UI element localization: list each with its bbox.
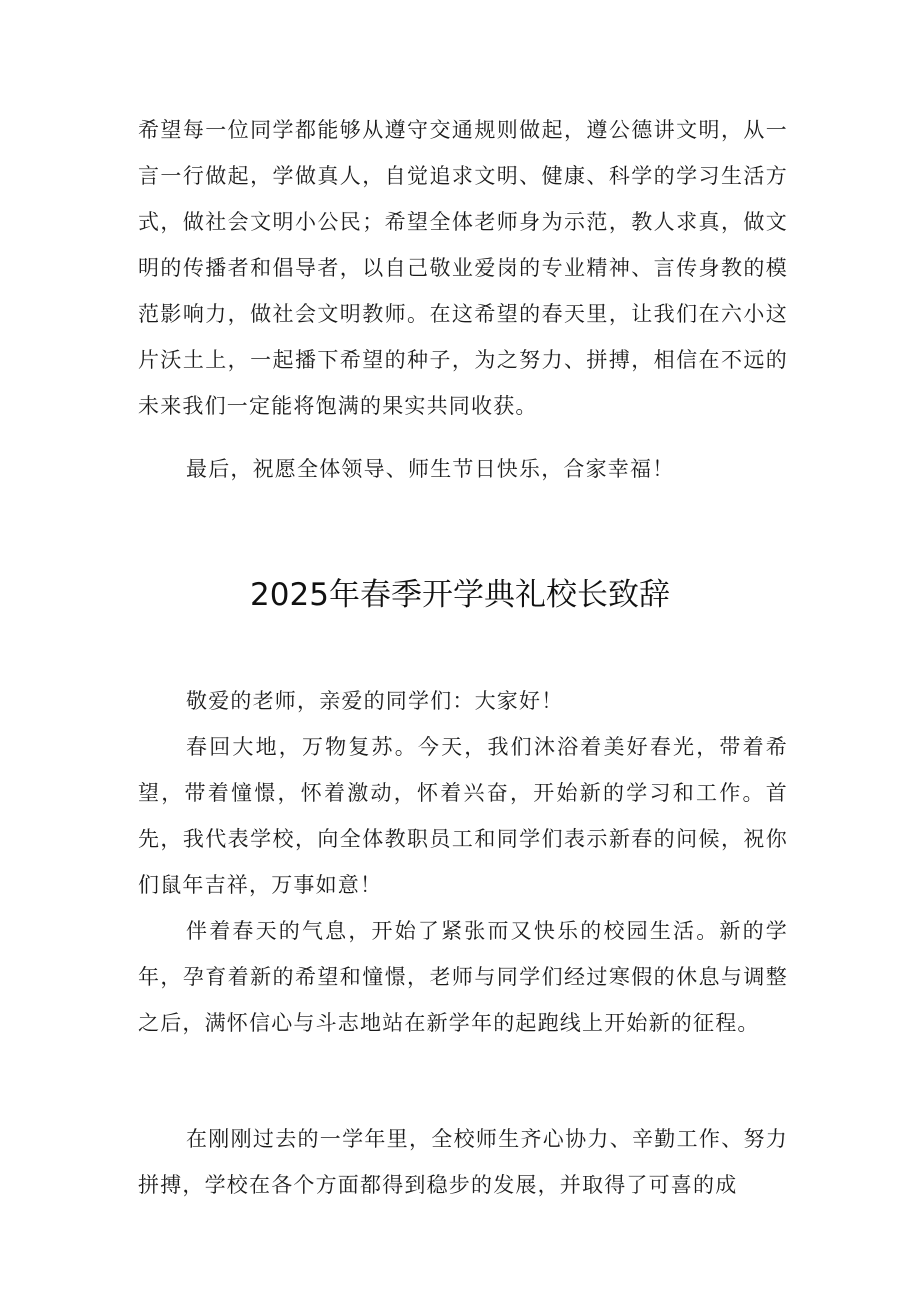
paragraph-hope: 希望每一位同学都能够从遵守交通规则做起，遵公德讲文明，从一言一行做起，学做真人，自觉追求文明、健康、科学的学习生活方式，做社会文明小公民；希望全体老师身为示范，教人求真，做文明的传播者和倡导者，以自己敬业爱岗的专业精神、言传身教的模范影响力，做社会文明教师。在这希望的春天里，让我们在六小这片沃土上，一起播下希望的种子，为之努力、拼搏，相信在不远的未来我们一定能将饱满的果实共同收获。: [138, 118, 788, 418]
paragraph-closing-wish: 最后，祝愿全体领导、师生节日快乐，合家幸福！: [186, 457, 675, 481]
paragraph-greeting: 敬爱的老师，亲爱的同学们：大家好！: [186, 689, 564, 713]
speech-title: 2025年春季开学典礼校长致辞: [250, 577, 670, 613]
paragraph-new-semester: 伴着春天的气息，开始了紧张而又快乐的校园生活。新的学年，孕育着新的希望和憧憬，老师与同学们经过寒假的休息与调整之后，满怀信心与斗志地站在新学年的起跑线上开始新的征程。: [138, 919, 788, 1035]
paragraph-spring-opening: 春回大地，万物复苏。今天，我们沐浴着美好春光，带着希望，带着憧憬，怀着激动，怀着兴奋，开始新的学习和工作。首先，我代表学校，向全体教职员工和同学们表示新春的问候，祝你们鼠年吉祥，万事如意！: [138, 735, 788, 897]
paragraph-past-year: 在刚刚过去的一学年里，全校师生齐心协力、辛勤工作、努力拼搏，学校在各个方面都得到稳步的发展，并取得了可喜的成: [138, 1127, 788, 1197]
